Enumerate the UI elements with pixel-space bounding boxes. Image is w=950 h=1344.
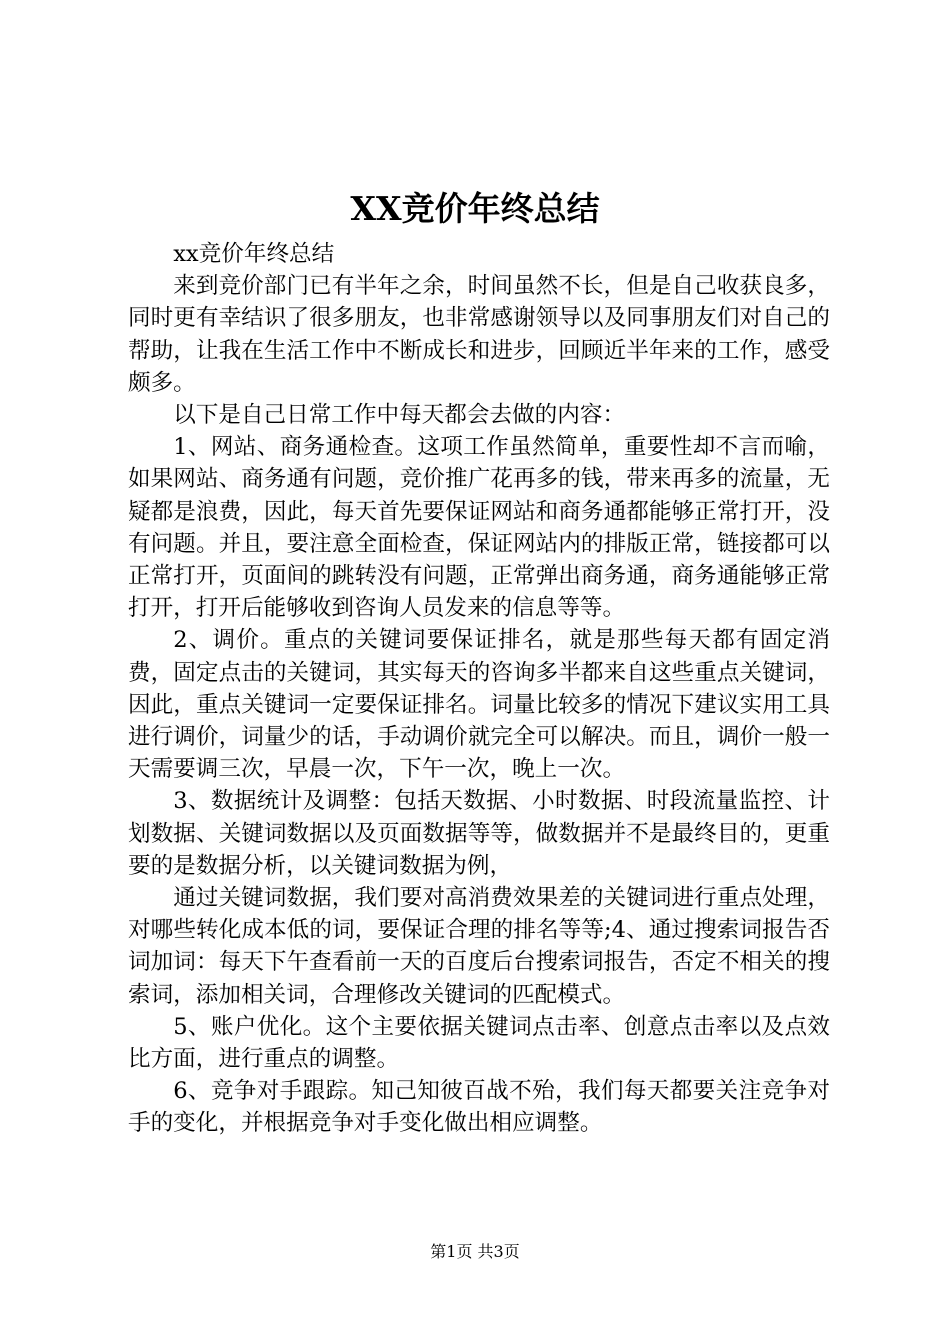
paragraph-item-3-continued: 通过关键词数据，我们要对高消费效果差的关键词进行重点处理，对哪些转化成本低的词，要保证合理的排名等等;4、通过搜索词报告否词加词：每天下午查看前一天的百度后台搜索词报告，否定不相关的搜索词，添加相关词，合理修改关键词的匹配模式。 [128, 885, 830, 1008]
paragraph-intro: 来到竞价部门已有半年之余，时间虽然不长，但是自己收获良多，同时更有幸结识了很多朋友，也非常感谢领导以及同事朋友们对自己的帮助，让我在生活工作中不断成长和进步，回顾近半年来的工作，感受颇多。 [128, 273, 830, 396]
paragraph-item-5: 5、账户优化。这个主要依据关键词点击率、创意点击率以及点效比方面，进行重点的调整。 [128, 1013, 830, 1073]
paragraph-item-1: 1、网站、商务通检查。这项工作虽然简单，重要性却不言而喻，如果网站、商务通有问题，竞价推广花再多的钱，带来再多的流量，无疑都是浪费，因此，每天首先要保证网站和商务通都能够正常打开，没有问题。并且，要注意全面检查，保证网站内的排版正常，链接都可以正常打开，页面间的跳转没有问题，正常弹出商务通，商务通能够正常打开，打开后能够收到咨询人员发来的信息等等。 [128, 434, 830, 622]
paragraph-item-3: 3、数据统计及调整：包括天数据、小时数据、时段流量监控、计划数据、关键词数据以及页面数据等等，做数据并不是最终目的，更重要的是数据分析，以关键词数据为例， [128, 788, 830, 879]
document-body [128, 238, 830, 1140]
page-footer: 第1页 共3页 [430, 1242, 520, 1261]
paragraph-daily-tasks: 以下是自己日常工作中每天都会去做的内容： [173, 402, 626, 429]
paragraph-item-6: 6、竞争对手跟踪。知己知彼百战不殆，我们每天都要关注竞争对手的变化，并根据竞争对手变化做出相应调整。 [128, 1078, 830, 1137]
document-subtitle: xx竞价年终总结 [173, 241, 335, 267]
paragraph-item-2: 2、调价。重点的关键词要保证排名，就是那些每天都有固定消费，固定点击的关键词，其实每天的咨询多半都来自这些重点关键词，因此，重点关键词一定要保证排名。词量比较多的情况下建议实用工具进行调价，词量少的话，手动调价就完全可以解决。而且，调价一般一天需要调三次，早晨一次，下午一次，晚上一次。 [128, 627, 830, 783]
document-title: XX竞价年终总结 [350, 189, 600, 228]
